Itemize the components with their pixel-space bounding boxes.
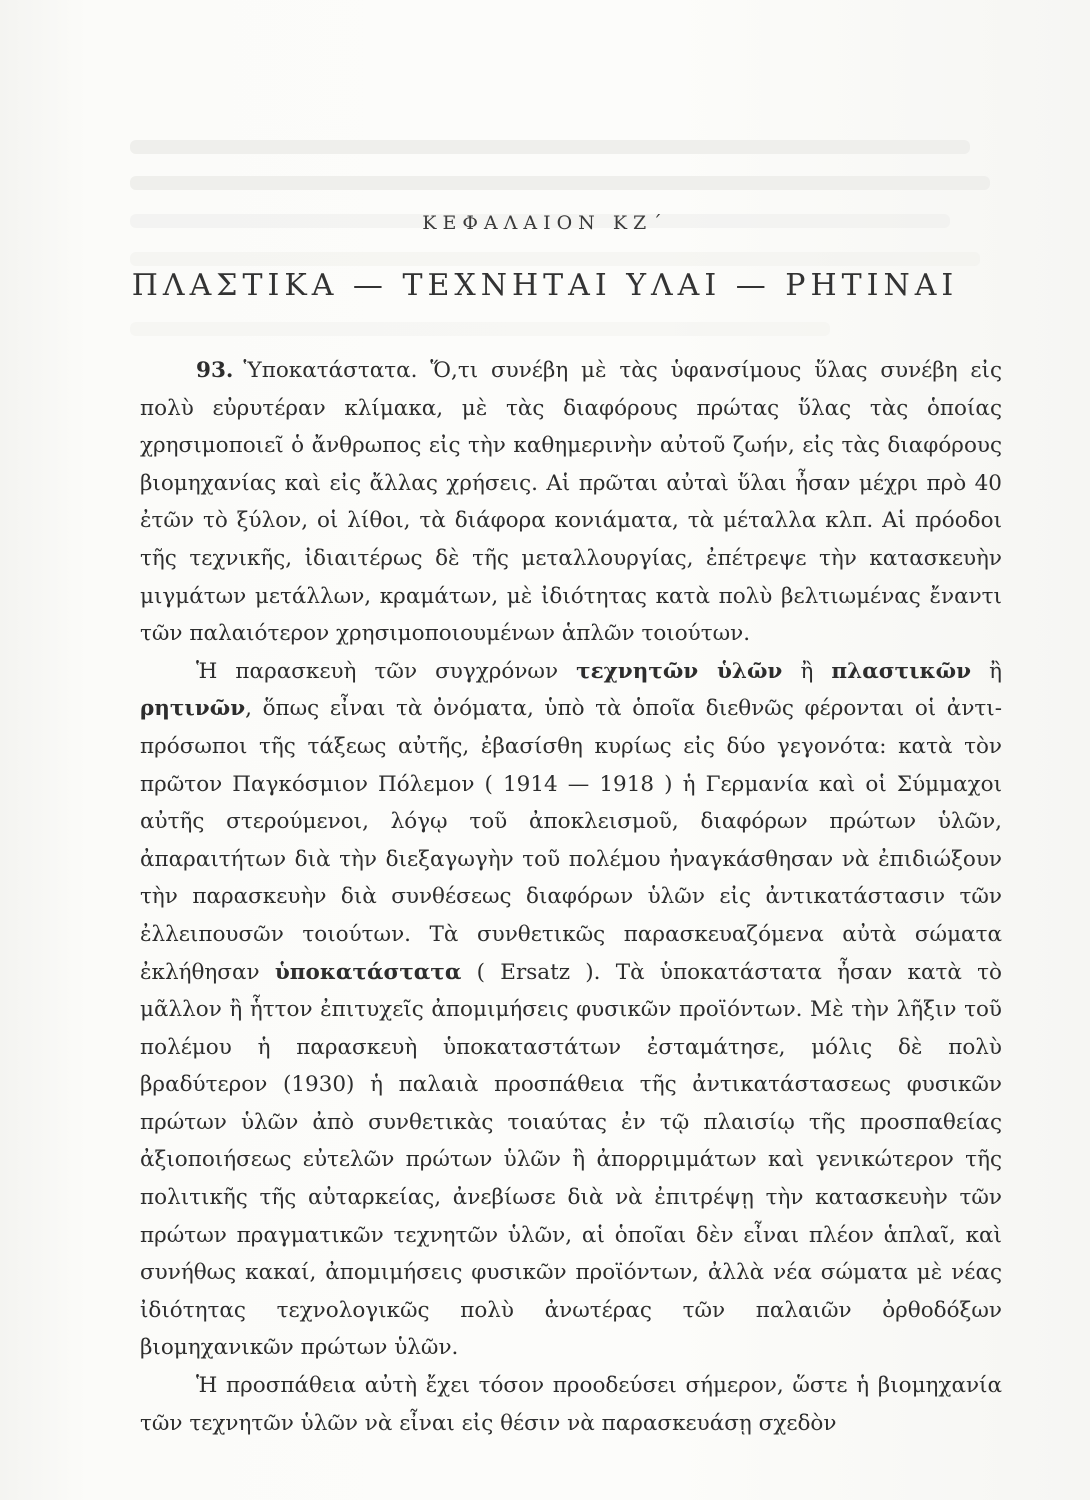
bleed-through-line	[130, 140, 970, 154]
paragraph-text: Ἡ παρασκευὴ τῶν συγχρόνων	[196, 658, 577, 684]
section-number: 93.	[196, 358, 234, 383]
emphasis-term: ὑποκατάστατα	[274, 959, 462, 985]
emphasis-term: πλαστικῶν	[831, 658, 972, 684]
paragraph	[140, 653, 1002, 1367]
bleed-through-line	[130, 322, 830, 336]
paragraph	[140, 1367, 1002, 1442]
emphasis-term: ρητινῶν	[140, 696, 246, 722]
body-text	[140, 352, 1002, 1442]
paragraph-text: Ἡ προσπάθεια αὐτὴ ἔχει τόσον προοδεύσει σήμερον, ὥστε ἡ βιομηχανία τῶν τεχνητῶν ὑλῶν νὰ εἶναι εἰς θέσιν νὰ παρασκευάσῃ σχεδὸν	[140, 1373, 1002, 1436]
paragraph	[140, 352, 1002, 653]
emphasis-term: τεχνητῶν ὑλῶν	[576, 658, 783, 684]
paragraph-text: ( Ersatz ). Τὰ ὑποκατάστατα ἦσαν κατὰ τὸ μᾶλλον ἢ ἧττον ἐπιτυχεῖς ἀπομιμήσεις φυσικῶν προϊόντων. Μὲ τὴν λῆξιν τοῦ πολέμου ἡ παρασκευὴ ὑποκαταστάτων ἐσταμάτησε, μόλις δὲ πολὺ βραδύτερον (1930) ἡ παλαιὰ προσπάθεια τῆς ἀντικατάστασεως φυσικῶν πρώτων ὑλῶν ἀπὸ συνθετικὰς τοιαύτας ἐν τῷ πλαισίῳ τῆς προσπαθείας ἀξιοποιήσεως εὐτελῶν πρώτων ὑλῶν ἢ ἀπορριμμάτων καὶ γενικώτερον τῆς πολιτικῆς τῆς αὐταρκείας, ἀνεβίωσε διὰ νὰ ἐπιτρέψῃ τὴν κατασκευὴν τῶν πρώτων πραγματικῶν τεχνητῶν ὑλῶν, αἱ ὁποῖαι δὲν εἶναι πλέον ἁπλαῖ, καὶ συνήθως κακαί, ἀπομιμήσεις φυσικῶν προϊόντων, ἀλλὰ νέα σώματα μὲ νέας ἰδιότητας τεχνολογικῶς πολὺ ἀνωτέρας τῶν παλαιῶν ὀρθοδόξων βιομηχανικῶν πρώτων ὑλῶν.	[140, 959, 1002, 1361]
paragraph-text: , ὅπως εἶναι τὰ ὀνόματα, ὑπὸ τὰ ὁποῖα διεθνῶς φέρονται οἱ ἀντιπρόσωποι τῆς τάξεως αὐτῆς, ἐβασίσθη κυρίως εἰς δύο γεγονότα: κατὰ τὸν πρῶτον Παγκόσμιον Πόλεμον ( 1914 — 1918 ) ἡ Γερμανία καὶ οἱ Σύμμαχοι αὐτῆς στερούμενοι, λόγῳ τοῦ ἀποκλεισμοῦ, διαφόρων πρώτων ὑλῶν, ἀπαραιτήτων διὰ τὴν διεξαγωγὴν τοῦ πολέμου ἠναγκάσθησαν νὰ ἐπιδιώξουν τὴν παρασκευὴν διὰ συνθέσεως διαφόρων ὑλῶν εἰς ἀντικατάστασιν τῶν ἐλλειπουσῶν τοιούτων. Τὰ συνθετικῶς παρασκευαζόμενα αὐτὰ σώματα ἐκλήθησαν	[140, 696, 1002, 985]
bleed-through-line	[130, 252, 980, 266]
bleed-through-line	[130, 176, 990, 190]
paragraph-text: ἢ	[782, 658, 832, 684]
chapter-title: ΠΛΑΣΤΙΚΑ — ΤΕΧΝΗΤΑΙ ΥΛΑΙ — ΡΗΤΙΝΑΙ	[131, 268, 959, 303]
paragraph-text: ἢ	[971, 658, 1002, 684]
chapter-label: ΚΕΦΑΛΑΙΟΝ ΚΖ΄	[422, 212, 668, 234]
section-title: Ὑποκατάστατα.	[243, 358, 418, 383]
paragraph-text: Ὅ,τι συνέβη μὲ τὰς ὑφανσίμους ὕλας συνέβη εἰς πολὺ εὐρυτέραν κλίμακα, μὲ τὰς διαφόρους πρώτας ὕλας τὰς ὁποίας χρησιμοποιεῖ ὁ ἄνθρωπος εἰς τὴν καθημερινὴν αὐτοῦ ζωήν, εἰς τὰς διαφόρους βιομηχανίας καὶ εἰς ἄλλας χρήσεις. Αἱ πρῶται αὐταὶ ὕλαι ἦσαν μέχρι πρὸ 40 ἐτῶν τὸ ξύλον, οἱ λίθοι, τὰ διάφορα κονιάματα, τὰ μέταλλα κλπ. Αἱ πρόοδοι τῆς τεχνικῆς, ἰδιαιτέρως δὲ τῆς μεταλλουργίας, ἐπέτρεψε τὴν κατασκευὴν μιγμάτων μετάλλων, κραμάτων, μὲ ἰδιότητας κατὰ πολὺ βελτιωμένας ἔναντι τῶν παλαιότερον χρησιμοποιουμένων ἁπλῶν τοιούτων.	[140, 358, 1002, 647]
